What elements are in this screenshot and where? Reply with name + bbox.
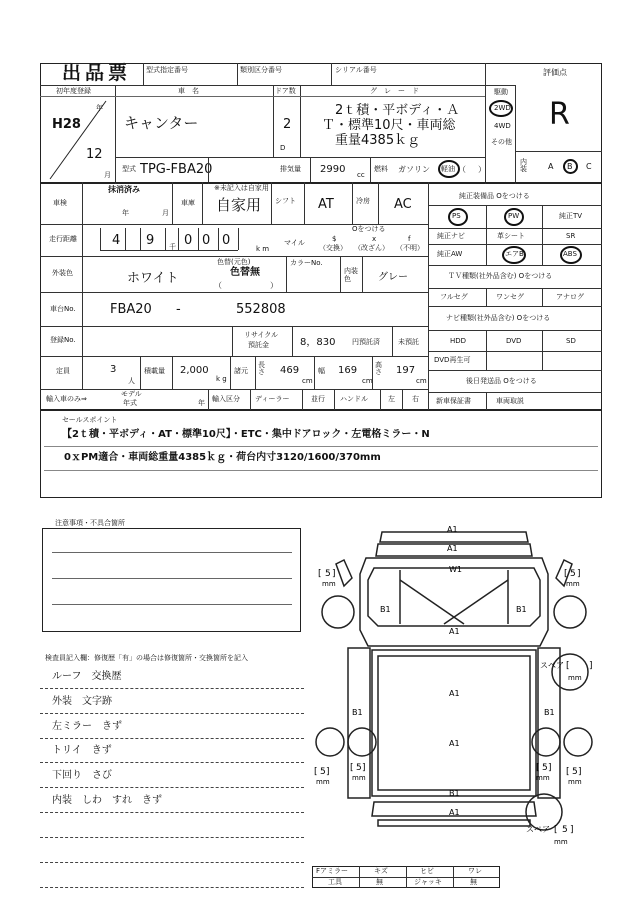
svg-text:mm: mm bbox=[566, 580, 580, 588]
svg-text:mm: mm bbox=[568, 778, 582, 786]
svg-text:]: ] bbox=[578, 767, 582, 777]
svg-text:5: 5 bbox=[570, 569, 576, 579]
svg-text:mm: mm bbox=[536, 774, 550, 782]
sales-point-line-2: 0ｘPM適合・車両総重量4385ｋｇ・荷台内寸3120/1600/370mm bbox=[64, 452, 381, 463]
drive-label: 駆動 bbox=[494, 88, 508, 96]
svg-text:5: 5 bbox=[325, 569, 331, 579]
svg-text:[: [ bbox=[318, 569, 322, 579]
serial-label: シリアル番号 bbox=[335, 66, 377, 74]
svg-text:B1: B1 bbox=[516, 605, 527, 614]
note-item-2: 外装 文字跡 bbox=[52, 696, 112, 707]
svg-text:A1: A1 bbox=[449, 808, 460, 817]
svg-text:[: [ bbox=[314, 767, 318, 777]
width: 169 bbox=[338, 365, 358, 376]
recycle-deposit: 8，830 bbox=[300, 337, 336, 348]
first-reg-month: 12 bbox=[86, 147, 103, 162]
svg-text:]: ] bbox=[332, 569, 336, 579]
page-title: 出品票 bbox=[62, 62, 132, 84]
svg-text:B1: B1 bbox=[449, 789, 460, 798]
chassis-number: 552808 bbox=[236, 302, 286, 317]
svg-text:A1: A1 bbox=[449, 627, 460, 636]
displacement: 2990 bbox=[320, 164, 346, 175]
exterior-color: ホワイト bbox=[127, 271, 179, 286]
note-item-4: トリイ きず bbox=[52, 745, 112, 756]
svg-text:[: [ bbox=[566, 661, 570, 671]
vehicle-diagram bbox=[304, 520, 604, 870]
svg-text:B1: B1 bbox=[352, 708, 363, 717]
svg-text:5: 5 bbox=[320, 767, 326, 777]
svg-text:W1: W1 bbox=[449, 565, 462, 574]
note-item-5: 下回り さび bbox=[52, 770, 112, 781]
grade-line-3: 重量4385ｋｇ bbox=[335, 133, 421, 148]
fuel-type: ガソリン bbox=[398, 165, 430, 174]
svg-text:B1: B1 bbox=[380, 605, 391, 614]
svg-text:]: ] bbox=[570, 825, 574, 835]
svg-text:mm: mm bbox=[554, 838, 568, 846]
svg-text:mm: mm bbox=[322, 580, 336, 588]
evaluation-score: R bbox=[549, 97, 570, 132]
svg-text:スペア: スペア bbox=[526, 825, 550, 834]
name-label: 車 名 bbox=[178, 87, 199, 95]
chassis-model: FBA20 bbox=[110, 302, 152, 317]
hyoka-label: 評価点 bbox=[543, 68, 567, 77]
shift-type: AT bbox=[318, 197, 334, 212]
svg-text:[: [ bbox=[536, 763, 540, 773]
svg-text:A1: A1 bbox=[447, 544, 458, 553]
door-label: ドア数 bbox=[275, 87, 296, 95]
car-name: キャンター bbox=[124, 114, 199, 132]
note-item-1: ルーフ 交換歴 bbox=[52, 671, 122, 682]
grade-line-1: 2ｔ積・平ボディ・Ａ bbox=[335, 103, 460, 118]
svg-text:[: [ bbox=[554, 825, 558, 835]
first-reg-label: 初年度登録 bbox=[56, 87, 91, 95]
color-change: 色替無 bbox=[230, 267, 260, 278]
length: 469 bbox=[280, 365, 300, 376]
svg-text:[: [ bbox=[350, 763, 354, 773]
svg-text:[: [ bbox=[566, 767, 570, 777]
svg-text:A1: A1 bbox=[449, 689, 460, 698]
equip-title: 純正装備品 Oをつける bbox=[459, 192, 530, 200]
ruibetsu-label: 類別区分番号 bbox=[240, 66, 282, 74]
svg-text:B1: B1 bbox=[544, 708, 555, 717]
svg-text:mm: mm bbox=[316, 778, 330, 786]
svg-text:]: ] bbox=[577, 569, 581, 579]
door-count: 2 bbox=[283, 117, 292, 132]
usage-type: 自家用 bbox=[216, 196, 262, 214]
grade-line-2: Ｔ・標準10尺・車両総 bbox=[322, 118, 456, 133]
svg-text:]: ] bbox=[589, 661, 593, 671]
note-item-6: 内装 しわ すれ きず bbox=[52, 795, 162, 806]
sales-point-line-1: 【2ｔ積・平ボディ・AT・標準10尺】・ETC・集中ドアロック・左電格ミラー・N bbox=[62, 429, 430, 440]
svg-text:mm: mm bbox=[568, 674, 582, 682]
svg-text:]: ] bbox=[548, 763, 552, 773]
capacity: 3 bbox=[110, 364, 117, 375]
svg-text:mm: mm bbox=[352, 774, 366, 782]
svg-text:]: ] bbox=[362, 763, 366, 773]
load-capacity: 2,000 bbox=[180, 365, 209, 376]
grade-label: グ レ ー ド bbox=[370, 87, 419, 95]
svg-text:[: [ bbox=[564, 569, 568, 579]
svg-text:5: 5 bbox=[356, 763, 362, 773]
svg-text:5: 5 bbox=[542, 763, 548, 773]
svg-text:A1: A1 bbox=[447, 525, 458, 534]
model-code: TPG-FBA20 bbox=[140, 162, 213, 177]
ac-type: AC bbox=[394, 197, 412, 212]
height: 197 bbox=[396, 365, 416, 376]
interior-color: グレー bbox=[378, 272, 408, 283]
svg-text:スペア: スペア bbox=[540, 661, 564, 670]
shaken-status: 抹消済み bbox=[108, 185, 140, 194]
svg-text:5: 5 bbox=[562, 825, 568, 835]
caution-box bbox=[42, 528, 301, 632]
katashiki-label: 型式指定番号 bbox=[146, 66, 188, 74]
first-reg-era: H28 bbox=[52, 117, 81, 132]
svg-text:]: ] bbox=[326, 767, 330, 777]
note-item-3: 左ミラー きず bbox=[52, 721, 122, 732]
svg-text:5: 5 bbox=[572, 767, 578, 777]
svg-text:A1: A1 bbox=[449, 739, 460, 748]
